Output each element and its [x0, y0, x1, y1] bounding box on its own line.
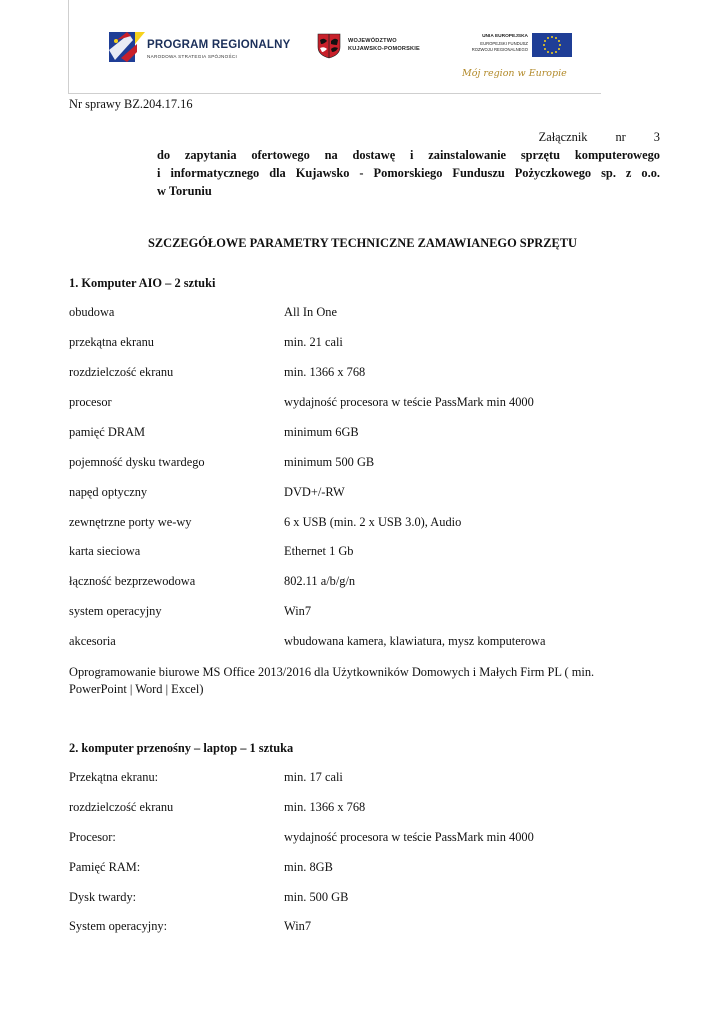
- spec-value: Ethernet 1 Gb: [284, 544, 354, 558]
- spec-value: minimum 500 GB: [284, 455, 375, 469]
- eu-logo: [462, 31, 572, 59]
- spec-value: All In One: [284, 305, 337, 319]
- attachment-line3: w Toruniu: [157, 184, 212, 198]
- program-subtitle: NARODOWA STRATEGIA SPÓJNOŚCI: [147, 54, 238, 59]
- case-number: Nr sprawy BZ.204.17.16: [69, 97, 193, 111]
- spec-label: karta sieciowa: [69, 544, 141, 558]
- document-heading: SZCZEGÓŁOWE PARAMETRY TECHNICZNE ZAMAWIANEGO SPRZĘTU: [148, 236, 577, 250]
- spec-label: rozdzielczość ekranu: [69, 800, 174, 814]
- spec-label: procesor: [69, 395, 112, 409]
- spec-value: min. 17 cali: [284, 770, 343, 784]
- attachment-line1: do zapytania ofertowego na dostawę i zainstalowanie sprzętu komputerowego: [157, 148, 660, 162]
- eu-line2: EUROPEJSKI FUNDUSZ: [480, 41, 528, 46]
- section2-title: 2. komputer przenośny – laptop – 1 sztuka: [69, 741, 294, 755]
- spec-value: 802.11 a/b/g/n: [284, 574, 356, 588]
- attachment-line2: i informatycznego dla Kujawsko - Pomorskiego Funduszu Pożyczkowego sp. z o.o.: [157, 166, 660, 180]
- spec-value: Win7: [284, 919, 312, 933]
- spec-label: rozdzielczość ekranu: [69, 365, 174, 379]
- spec-label: System operacyjny:: [69, 919, 168, 933]
- spec-label: przekątna ekranu: [69, 335, 154, 349]
- spec-value: min. 8GB: [284, 860, 333, 874]
- spec-label: system operacyjny: [69, 604, 162, 618]
- spec-label: akcesoria: [69, 634, 116, 648]
- eu-line1: UNIA EUROPEJSKA: [482, 34, 528, 39]
- spec-label: zewnętrzne porty we-wy: [69, 515, 192, 529]
- slogan-graphic: [462, 64, 574, 80]
- office-line1: Oprogramowanie biurowe MS Office 2013/2016 dla Użytkowników Domowych i Małych Firm PL ( min.: [69, 665, 595, 679]
- region-crest-icon: [316, 31, 342, 59]
- attachment-nr: nr: [615, 130, 626, 144]
- attachment-word: Załącznik: [538, 130, 588, 144]
- spec-label: Pamięć RAM:: [69, 860, 141, 874]
- spec-label: Dysk twardy:: [69, 890, 137, 904]
- spec-value: DVD+/-RW: [284, 485, 345, 499]
- section1-title: 1. Komputer AIO – 2 sztuki: [69, 276, 216, 290]
- eu-line3: ROZWOJU REGIONALNEGO: [471, 47, 528, 52]
- program-title: PROGRAM REGIONALNY: [147, 39, 291, 51]
- spec-value: wydajność procesora w teście PassMark min 4000: [284, 830, 534, 844]
- attachment-label: [157, 128, 660, 146]
- spec-label: łączność bezprzewodowa: [69, 574, 196, 588]
- spec-value: wbudowana kamera, klawiatura, mysz komputerowa: [284, 634, 546, 648]
- spec-value: minimum 6GB: [284, 425, 359, 439]
- spec-label: Procesor:: [69, 830, 116, 844]
- spec-label: pamięć DRAM: [69, 425, 146, 439]
- spec-label: Przekątna ekranu:: [69, 770, 159, 784]
- attachment-number: 3: [653, 130, 660, 144]
- region-line2: KUJAWSKO-POMORSKIE: [348, 46, 420, 52]
- spec-value: min. 21 cali: [284, 335, 343, 349]
- spec-value: wydajność procesora w teście PassMark min 4000: [284, 395, 534, 409]
- region-line1: WOJEWÓDZTWO: [348, 38, 397, 44]
- spec-value: min. 1366 x 768: [284, 365, 366, 379]
- slogan-text: Mój region w Europie: [462, 68, 567, 79]
- spec-value: 6 x USB (min. 2 x USB 3.0), Audio: [284, 515, 462, 529]
- spec-value: Win7: [284, 604, 312, 618]
- office-software-spec: [69, 664, 659, 698]
- spec-value: min. 1366 x 768: [284, 800, 366, 814]
- program-regionalny-logo: [107, 30, 307, 66]
- spec-label: napęd optyczny: [69, 485, 148, 499]
- office-line2: PowerPoint | Word | Excel): [69, 682, 204, 696]
- spec-label: obudowa: [69, 305, 115, 319]
- eu-flag-icon: [532, 33, 572, 57]
- program-emblem-icon: [107, 30, 147, 66]
- spec-value: min. 500 GB: [284, 890, 349, 904]
- attachment-block: [157, 128, 660, 200]
- wojewodztwo-logo: [316, 31, 436, 63]
- spec-label: pojemność dysku twardego: [69, 455, 205, 469]
